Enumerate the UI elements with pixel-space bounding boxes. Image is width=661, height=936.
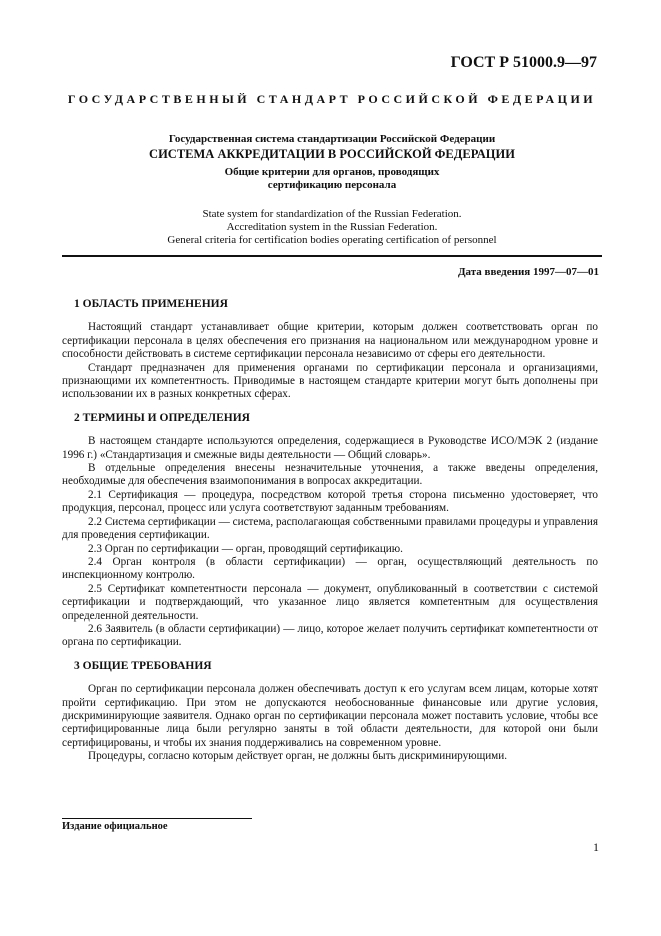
definition-2-4: 2.4 Орган контроля (в области сертификации) — орган, осуществляющий деятельность по инспекционному контролю. xyxy=(62,555,598,582)
title-en-line3: General criteria for certification bodies operating certification of personnel xyxy=(167,234,497,246)
document-body xyxy=(62,298,598,764)
definition-2-6: 2.6 Заявитель (в области сертификации) — лицо, которое желает получить сертификат компетентности от органа по сертификации. xyxy=(62,622,598,649)
title-ru-line1: Государственная система стандартизации Российской Федерации xyxy=(168,133,496,145)
section-2-paragraph: В настоящем стандарте используются определения, содержащиеся в Руководстве ИСО/МЭК 2 (издание 1996 г.) «Стандартизация и смежные виды деятельности — Общий словарь». xyxy=(62,435,598,461)
section-1-paragraph: Стандарт предназначен для применения органами по сертификации персонала и организациями, признающими их компетентность. Приводимые в настоящем стандарте критерии могут быть дополнены при использовании их в разных конкретных сферах. xyxy=(62,361,598,401)
section-1-paragraph: Настоящий стандарт устанавливает общие критерии, которым должен соответствовать орган по сертификации персонала в целях обеспечения его признания на национальном или международном уровне и способности действовать в системе сертификации персонала независимо от сферы его деятельности. xyxy=(62,321,598,361)
section-3-paragraph: Орган по сертификации персонала должен обеспечивать доступ к его услугам всем лицам, которые хотят пройти сертификацию. При этом не допускаются необоснованные финансовые или другие условия, дискриминирующие заявителя. Однако орган по сертификации персонала может поставить условие, чтобы все сертифицированные лица были регулярно заняты в той области деятельности, для которой они были сертифицированы, и чтобы их знания поддерживались на современном уровне. xyxy=(62,683,598,749)
definition-2-1: 2.1 Сертификация — процедура, посредством которой третья сторона письменно удостоверяет, что продукция, персонал, процесс или услуга соответствуют заданным требованиям. xyxy=(62,488,598,515)
document-code: ГОСТ Р 51000.9—97 xyxy=(450,54,597,71)
title-ru-line3b: сертификацию персонала xyxy=(267,179,397,191)
section-1-heading: 1 ОБЛАСТЬ ПРИМЕНЕНИЯ xyxy=(74,298,228,310)
footer-divider xyxy=(62,818,252,819)
intro-date: Дата введения 1997—07—01 xyxy=(457,266,599,278)
title-block xyxy=(62,133,602,247)
title-en-line2: Accreditation system in the Russian Federation. xyxy=(226,221,438,233)
title-ru-line2: СИСТЕМА АККРЕДИТАЦИИ В РОССИЙСКОЙ ФЕДЕРАЦИИ xyxy=(149,147,515,161)
section-3-paragraph: Процедуры, согласно которым действует орган, не должны быть дискриминирующими. xyxy=(88,750,508,763)
state-standard-heading: ГОСУДАРСТВЕННЫЙ СТАНДАРТ РОССИЙСКОЙ ФЕДЕРАЦИИ xyxy=(67,92,597,106)
title-ru-line3a: Общие критерии для органов, проводящих xyxy=(224,166,440,178)
section-2-paragraph: В отдельные определения внесены незначительные уточнения, а также введены определения, необходимые для обеспечения взаимопонимания в вопросах аккредитации. xyxy=(62,462,598,488)
title-en-line1: State system for standardization of the Russian Federation. xyxy=(202,208,462,220)
title-english xyxy=(62,208,602,247)
definition-2-3: 2.3 Орган по сертификации — орган, проводящий сертификацию. xyxy=(88,542,403,555)
section-2-heading: 2 ТЕРМИНЫ И ОПРЕДЕЛЕНИЯ xyxy=(74,411,250,424)
definition-2-5: 2.5 Сертификат компетентности персонала — документ, опубликованный в соответствии с системой сертификации и подтверждающий, что указанное лицо является компетентным для осуществления определенной деятельности. xyxy=(62,582,598,622)
official-edition-note: Издание официальное xyxy=(62,821,168,832)
definition-2-2: 2.2 Система сертификации — система, располагающая собственными правилами процедуры и управления для проведения сертификации. xyxy=(62,515,598,542)
header-divider xyxy=(62,255,602,257)
title-ru-line3 xyxy=(62,166,602,192)
page-number: 1 xyxy=(593,840,599,854)
section-3-heading: 3 ОБЩИЕ ТРЕБОВАНИЯ xyxy=(74,659,212,672)
